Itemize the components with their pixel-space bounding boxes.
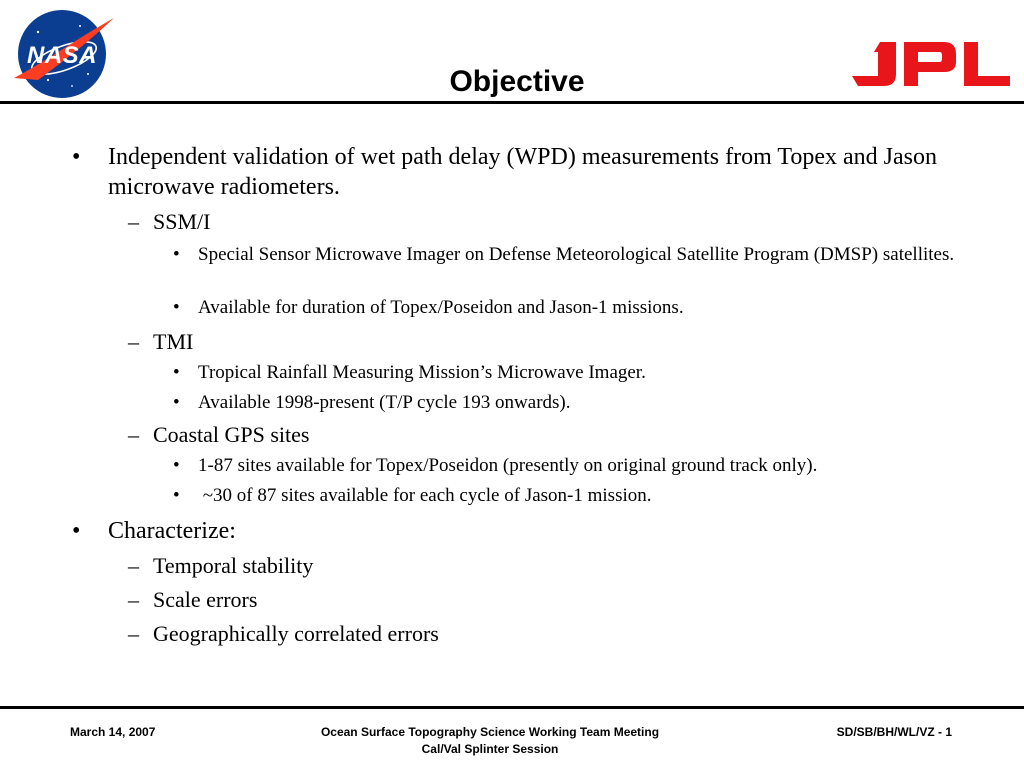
- sub-bullet-ssmi: SSM/I: [153, 209, 211, 234]
- dash-marker: –: [128, 329, 139, 354]
- svg-text:NASA: NASA: [26, 42, 98, 69]
- sub-bullet-tmi: TMI: [153, 329, 194, 354]
- bullet-marker: •: [173, 485, 180, 506]
- bullet-marker: •: [173, 392, 180, 413]
- ssmi-item-2: Available for duration of Topex/Poseidon and Jason-1 missions.: [198, 297, 684, 318]
- tmi-item-2: Available 1998-present (T/P cycle 193 onwards).: [198, 392, 571, 413]
- gps-item-1: 1-87 sites available for Topex/Poseidon (presently on original ground track only).: [198, 455, 818, 476]
- bullet-marker: •: [173, 362, 180, 383]
- characterize-item-1: Temporal stability: [153, 553, 314, 578]
- sub-bullet-gps: Coastal GPS sites: [153, 422, 310, 447]
- dash-marker: –: [128, 209, 139, 234]
- gps-item-2: ~30 of 87 sites available for each cycle of Jason-1 mission.: [198, 485, 652, 506]
- footer-page-id: SD/SB/BH/WL/VZ - 1: [836, 725, 952, 739]
- footer-divider: [0, 706, 1024, 709]
- bullet-marker: •: [72, 144, 81, 170]
- dash-marker: –: [128, 553, 139, 578]
- bullet-marker: •: [173, 244, 180, 265]
- tmi-item-1: Tropical Rainfall Measuring Mission’s Microwave Imager.: [198, 362, 646, 383]
- dash-marker: –: [128, 587, 139, 612]
- characterize-item-2: Scale errors: [153, 587, 258, 612]
- dash-marker: –: [128, 422, 139, 447]
- bullet-characterize: Characterize:: [108, 518, 236, 544]
- ssmi-item-1: Special Sensor Microwave Imager on Defense Meteorological Satellite Program (DMSP) satellites.: [198, 244, 955, 265]
- bullet-marker: •: [173, 297, 180, 318]
- bullet-wpd-validation: Independent validation of wet path delay (WPD) measurements from Topex and Jason microwave radiometers.: [108, 144, 937, 200]
- slide-title: Objective: [449, 65, 585, 98]
- footer-meeting: [250, 724, 730, 758]
- bullet-marker: •: [173, 455, 180, 476]
- footer-date: March 14, 2007: [70, 725, 156, 739]
- footer-meeting-line1: Ocean Surface Topography Science Working Team Meeting: [320, 725, 660, 739]
- bullet-marker: •: [72, 518, 81, 544]
- characterize-item-3: Geographically correlated errors: [153, 621, 439, 646]
- footer-meeting-line2: Cal/Val Splinter Session: [421, 742, 559, 756]
- dash-marker: –: [128, 621, 139, 646]
